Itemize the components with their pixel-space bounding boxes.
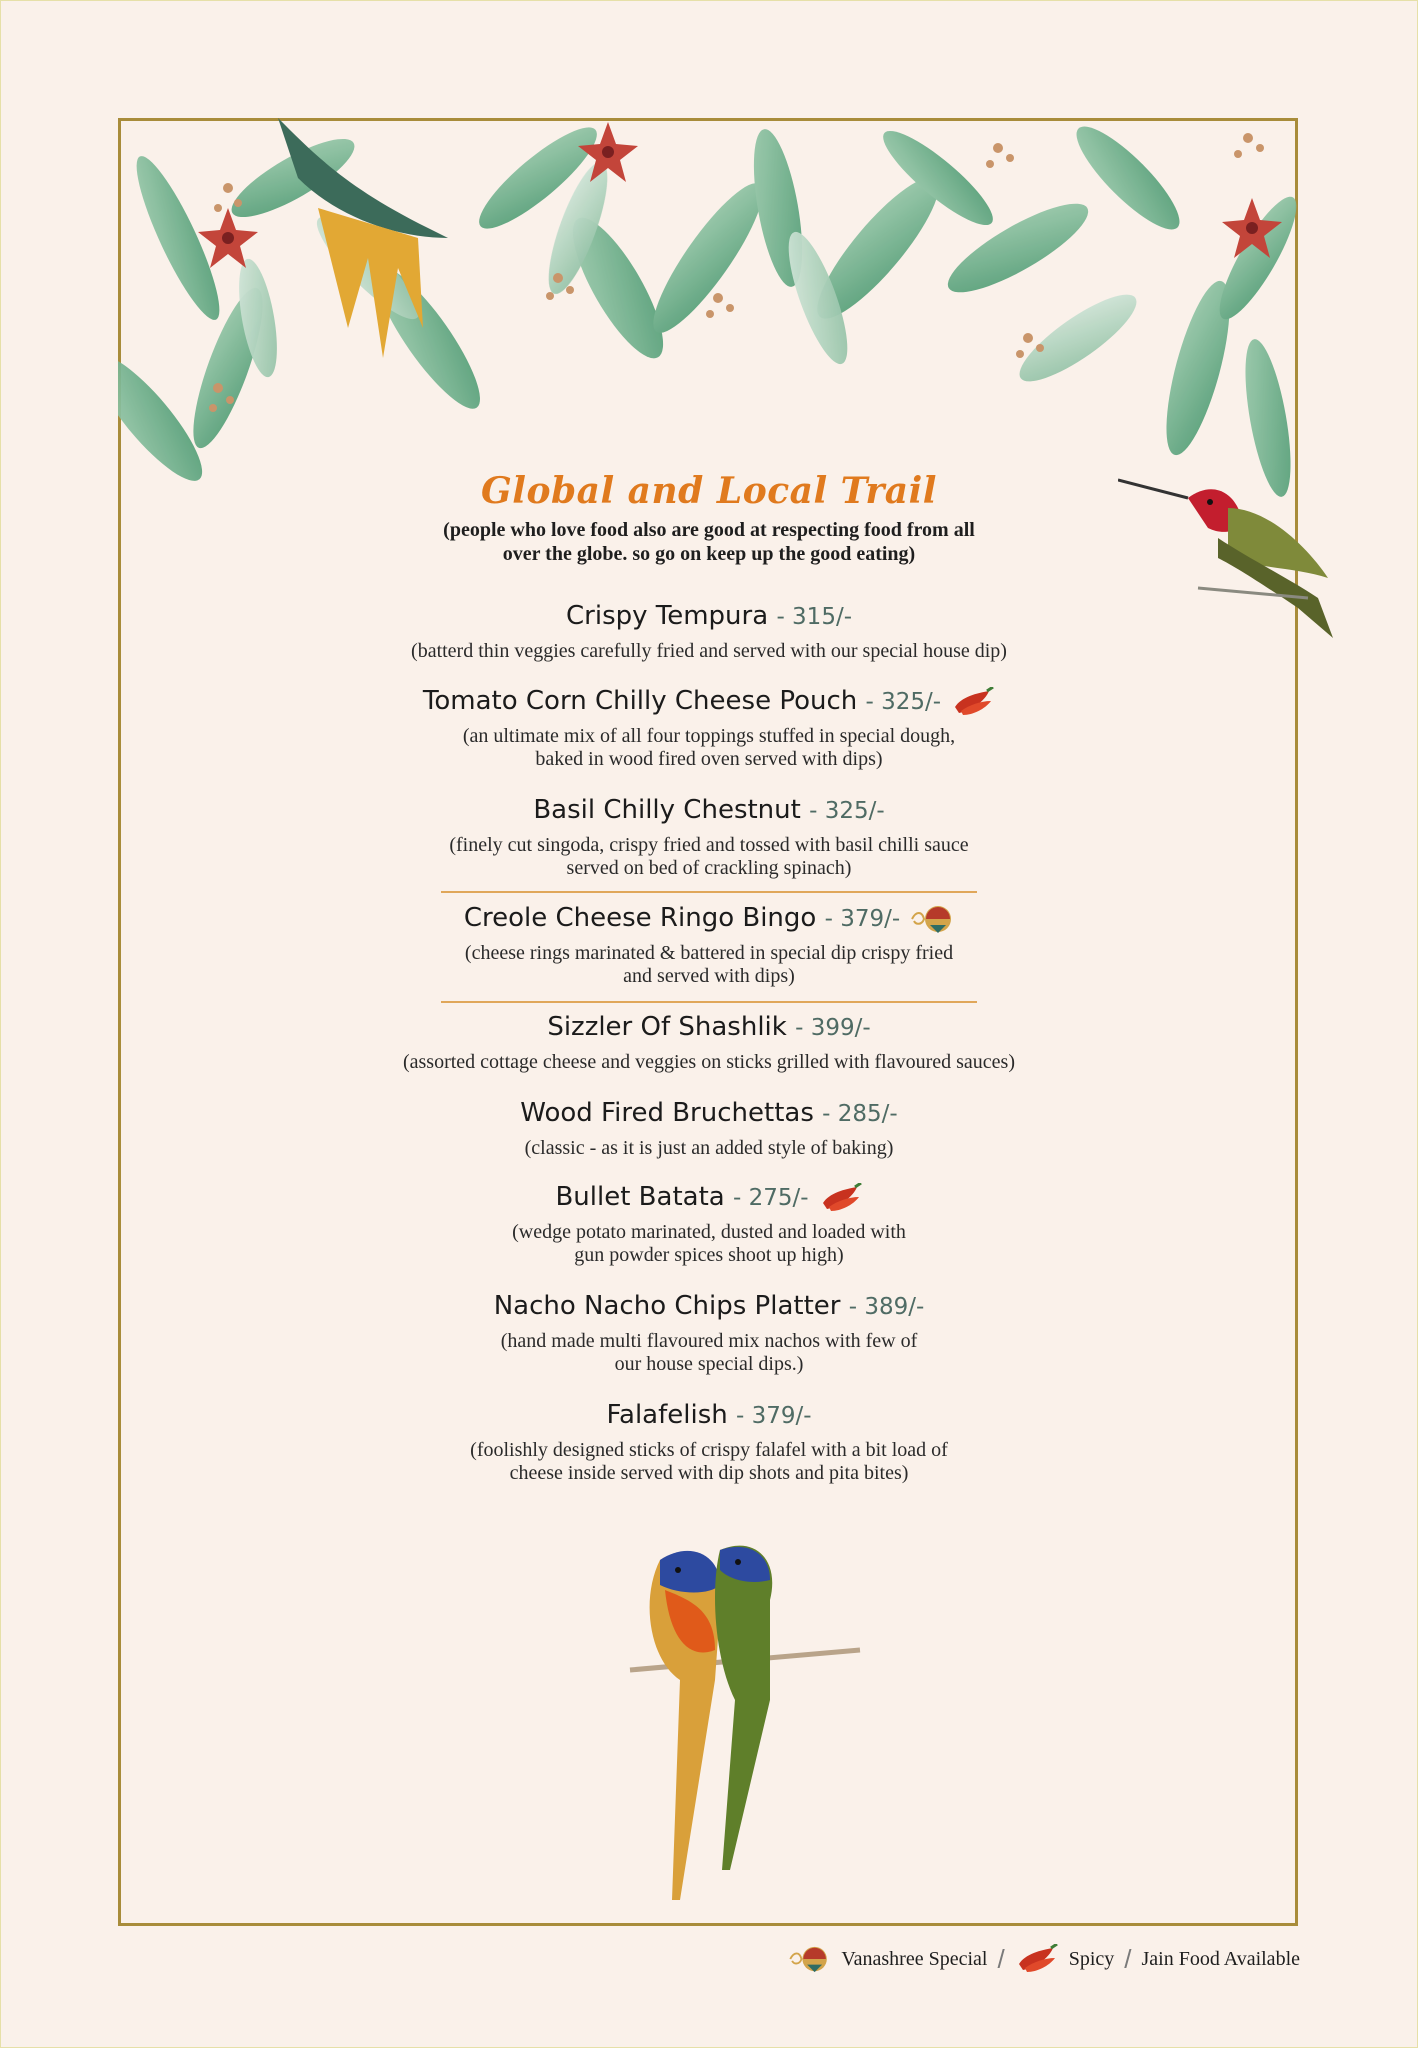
item-name: Creole Cheese Ringo Bingo — [463, 903, 817, 933]
legend-spicy-label: Spicy — [1068, 1947, 1115, 1970]
chili-icon — [951, 687, 995, 717]
item-description: (finely cut singoda, crispy fried and tossed with basil chilli sauce — [449, 834, 969, 856]
item-name: Basil Chilly Chestnut — [533, 795, 801, 825]
item-price: - 285/- — [822, 1101, 898, 1127]
item-price: - 325/- — [809, 798, 885, 824]
subtitle-line-1: (people who love food also are good at respecting food from all — [443, 519, 975, 541]
legend-separator: / — [1124, 1943, 1132, 1974]
legend-special-label: Vanashree Special — [841, 1947, 988, 1970]
chili-icon — [819, 1183, 863, 1213]
legend-jain-label: Jain Food Available — [1141, 1947, 1300, 1970]
menu-item — [300, 900, 1118, 988]
item-name: Wood Fired Bruchettas — [520, 1098, 814, 1128]
menu-item — [300, 792, 1118, 880]
item-description: (wedge potato marinated, dusted and loaded with — [512, 1221, 906, 1243]
vanashree-special-icon — [787, 1944, 831, 1974]
item-description: cheese inside served with dip shots and pita bites) — [509, 1462, 909, 1484]
item-description: (hand made multi flavoured mix nachos with few of — [500, 1330, 918, 1352]
item-description: our house special dips.) — [614, 1353, 804, 1375]
item-price: - 325/- — [865, 689, 942, 715]
item-name: Tomato Corn Chilly Cheese Pouch — [422, 686, 858, 716]
item-name: Crispy Tempura — [566, 601, 769, 631]
item-price: - 399/- — [795, 1015, 871, 1041]
item-description: (cheese rings marinated & battered in special dip crispy fried — [464, 942, 954, 964]
item-description: served on bed of crackling spinach) — [566, 857, 852, 879]
item-name: Falafelish — [606, 1400, 728, 1430]
menu-item — [300, 1095, 1118, 1160]
item-description: (classic - as it is just an added style of baking) — [524, 1137, 894, 1159]
item-price: - 389/- — [848, 1294, 925, 1320]
item-name: Bullet Batata — [555, 1182, 725, 1212]
chili-icon — [1015, 1944, 1059, 1974]
parrots-illustration — [620, 1540, 870, 1910]
foliage-illustration — [118, 118, 1298, 518]
highlight-rule-top — [441, 891, 977, 893]
legend-separator: / — [997, 1943, 1005, 1974]
menu-title: Global and Local Trail — [481, 470, 937, 512]
item-price: - 379/- — [824, 906, 901, 932]
item-description: (assorted cottage cheese and veggies on sticks grilled with flavoured sauces) — [402, 1051, 1015, 1073]
item-description: gun powder spices shoot up high) — [574, 1244, 844, 1266]
item-description: (batterd thin veggies carefully fried and served with our special house dip) — [411, 640, 1007, 662]
item-price: - 275/- — [732, 1185, 809, 1211]
subtitle-line-2: over the globe. so go on keep up the good eating) — [502, 543, 916, 565]
item-description: baked in wood fired oven served with dips) — [535, 748, 883, 770]
item-price: - 379/- — [735, 1403, 812, 1429]
menu-item — [300, 1179, 1118, 1267]
item-description: (an ultimate mix of all four toppings stuffed in special dough, — [462, 725, 956, 747]
item-description: (foolishly designed sticks of crispy falafel with a bit load of — [470, 1439, 948, 1461]
highlight-rule-bottom — [441, 1001, 977, 1003]
item-price: - 315/- — [776, 604, 852, 630]
menu-subtitle — [380, 518, 1038, 566]
item-name: Nacho Nacho Chips Platter — [493, 1291, 841, 1321]
menu-item — [300, 1288, 1118, 1376]
vanashree-special-icon — [910, 903, 954, 935]
menu-item — [300, 683, 1118, 771]
item-description: and served with dips) — [623, 965, 795, 987]
legend — [787, 1944, 1300, 1974]
menu-item — [300, 1009, 1118, 1074]
menu-item — [300, 1397, 1118, 1485]
menu-item — [300, 598, 1118, 663]
item-name: Sizzler Of Shashlik — [547, 1012, 787, 1042]
